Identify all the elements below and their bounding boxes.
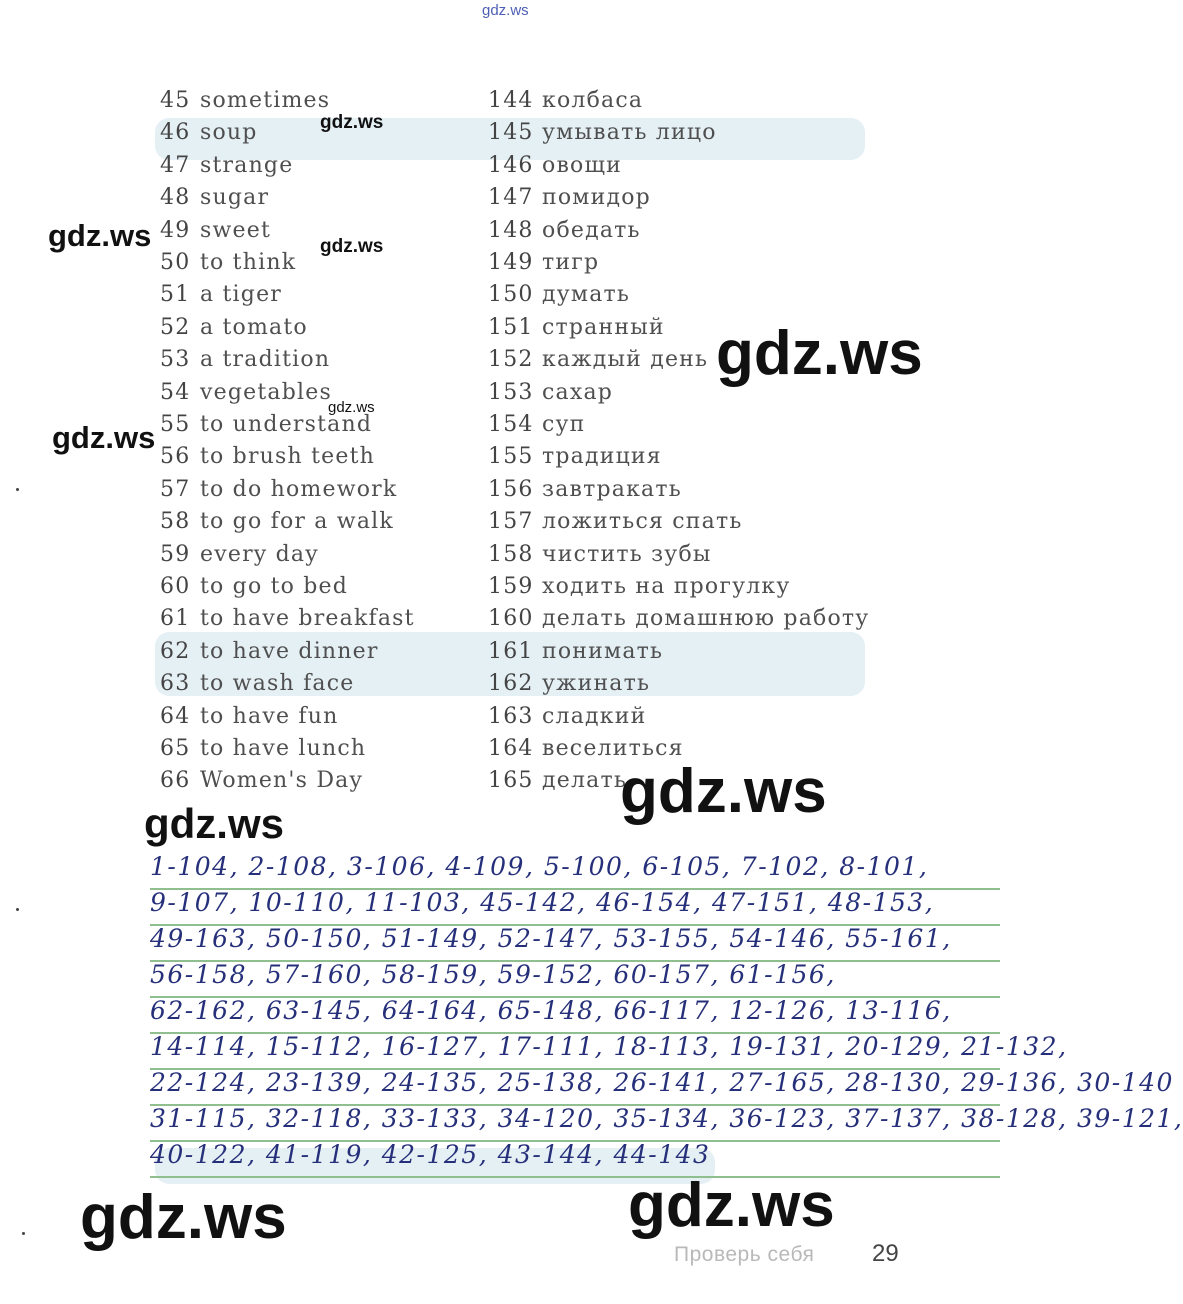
watermark: gdz.ws [80,1183,287,1252]
russian-vocab-row [488,604,869,634]
answer-line: 9-107, 10-110, 11-103, 45-142, 46-154, 47-151, 48-153, [150,888,1000,926]
english-vocab-number: 64 [160,703,191,729]
russian-vocab-row [488,702,646,732]
english-vocab-number: 48 [160,185,191,211]
russian-vocab-word: веселиться [542,736,684,761]
english-vocab-word: to have lunch [200,736,367,761]
russian-vocab-word: обедать [542,217,641,243]
russian-vocab-word: ужинать [542,671,651,697]
russian-vocab-row [488,410,586,440]
answer-line: 31-115, 32-118, 33-133, 34-120, 35-134, 36-123, 37-137, 38-128, 39-121, [150,1104,1000,1142]
speck [16,488,19,491]
russian-vocab-word: понимать [542,638,664,664]
english-vocab-word: to go to bed [200,574,349,599]
english-vocab-word: to wash face [200,671,355,697]
english-vocab-number: 65 [160,736,191,761]
watermark: gdz.ws [144,800,285,847]
english-vocab-word: to have fun [200,703,339,729]
russian-vocab-word: думать [542,282,631,308]
english-vocab-number: 60 [160,574,191,599]
russian-vocab-word: чистить зубы [542,541,712,567]
russian-vocab-word: сахар [542,379,614,405]
english-vocab-word: a tiger [200,282,283,308]
russian-vocab-number: 153 [488,379,534,405]
speck [16,908,19,911]
answer-line: 1-104, 2-108, 3-106, 4-109, 5-100, 6-105, 7-102, 8-101, [150,852,1000,890]
russian-vocab-row [488,216,641,246]
russian-vocab-word: ложиться спать [542,509,743,535]
english-vocab-number: 61 [160,606,191,632]
watermark: gdz.ws [628,1171,835,1240]
answer-line: 49-163, 50-150, 51-149, 52-147, 53-155, 54-146, 55-161, [150,924,1000,962]
watermark: gdz.ws [52,420,156,455]
russian-vocab-word: сладкий [542,703,647,729]
english-vocab-word: soup [200,120,258,146]
english-vocab-row [160,734,366,764]
english-vocab-word: every day [200,541,319,567]
english-vocab-row [160,313,308,343]
russian-vocab-word: умывать лицо [542,120,717,146]
page-number: 29 [872,1240,899,1267]
russian-vocab-number: 155 [488,444,534,470]
english-vocab-number: 45 [160,88,191,113]
russian-vocab-number: 145 [488,120,534,146]
english-vocab-word: to do homework [200,476,398,502]
russian-vocab-row [488,151,622,181]
russian-vocab-number: 164 [488,736,534,761]
english-vocab-number: 56 [160,444,191,470]
english-vocab-word: sometimes [200,88,331,113]
english-vocab-row [160,118,258,148]
english-vocab-number: 51 [160,282,191,308]
english-vocab-number: 63 [160,671,191,697]
english-vocab-row [160,280,282,310]
english-vocab-row [160,248,296,278]
english-vocab-row [160,151,293,181]
russian-vocab-row [488,766,627,796]
russian-vocab-word: помидор [542,185,651,211]
russian-vocab-row [488,86,643,116]
english-vocab-word: to brush teeth [200,444,375,470]
english-vocab-word: to have breakfast [200,606,415,632]
russian-vocab-row [488,475,682,505]
russian-vocab-word: делать домашнюю работу [542,606,870,632]
russian-vocab-word: овощи [542,152,622,178]
russian-vocab-number: 162 [488,671,534,697]
russian-vocab-row [488,183,651,213]
english-vocab-word: a tradition [200,347,331,373]
english-vocab-row [160,604,415,634]
english-vocab-row [160,702,339,732]
footer-section-title: Проверь себя [674,1243,815,1266]
russian-vocab-number: 152 [488,347,534,373]
russian-vocab-number: 150 [488,282,534,308]
english-vocab-number: 59 [160,541,191,567]
russian-vocab-number: 157 [488,509,534,535]
english-vocab-number: 46 [160,120,191,146]
english-vocab-row [160,572,348,602]
russian-vocab-row [488,540,712,570]
watermark: gdz.ws [620,757,827,826]
russian-vocab-number: 158 [488,541,534,567]
russian-vocab-number: 147 [488,185,534,211]
russian-vocab-number: 149 [488,250,534,275]
russian-vocab-word: традиция [542,444,662,470]
answer-line: 40-122, 41-119, 42-125, 43-144, 44-143 [150,1140,1000,1178]
russian-vocab-row [488,248,599,278]
russian-vocab-word: ходить на прогулку [542,574,791,599]
russian-vocab-word: странный [542,314,665,340]
russian-vocab-number: 146 [488,152,534,178]
english-vocab-number: 57 [160,476,191,502]
english-vocab-word: Women's Day [200,768,364,794]
english-vocab-number: 49 [160,217,191,243]
english-vocab-row [160,345,330,375]
english-vocab-number: 47 [160,152,191,178]
english-vocab-word: strange [200,152,294,178]
watermark: gdz.ws [320,112,384,133]
russian-vocab-number: 154 [488,412,534,437]
english-vocab-word: a tomato [200,314,308,340]
english-vocab-row [160,540,319,570]
russian-vocab-number: 163 [488,703,534,729]
watermark: gdz.ws [48,218,152,253]
speck [22,1232,25,1235]
answer-line: 22-124, 23-139, 24-135, 25-138, 26-141, 27-165, 28-130, 29-136, 30-140 [150,1068,1000,1106]
watermark: gdz.ws [328,399,375,416]
russian-vocab-word: каждый день [542,347,709,373]
russian-vocab-row [488,507,743,537]
answer-line: 56-158, 57-160, 58-159, 59-152, 60-157, 61-156, [150,960,1000,998]
answer-line: 62-162, 63-145, 64-164, 65-148, 66-117, 12-126, 13-116, [150,996,1000,1034]
english-vocab-number: 53 [160,347,191,373]
english-vocab-word: sugar [200,185,270,211]
english-vocab-number: 58 [160,509,191,535]
english-vocab-row [160,183,269,213]
english-vocab-word: to have dinner [200,638,379,664]
russian-vocab-word: делать [542,768,628,794]
russian-vocab-word: тигр [542,250,600,275]
english-vocab-row [160,637,379,667]
english-vocab-number: 66 [160,768,191,794]
english-vocab-number: 52 [160,314,191,340]
russian-vocab-row [488,280,630,310]
russian-vocab-word: колбаса [542,88,644,113]
english-vocab-row [160,442,375,472]
english-vocab-word: to go for a walk [200,509,394,535]
russian-vocab-row [488,637,663,667]
russian-vocab-row [488,313,665,343]
russian-vocab-row [488,118,717,148]
russian-vocab-number: 156 [488,476,534,502]
russian-vocab-number: 165 [488,768,534,794]
russian-vocab-number: 161 [488,638,534,664]
english-vocab-row [160,378,332,408]
russian-vocab-row [488,378,613,408]
english-vocab-number: 62 [160,638,191,664]
answer-line: 14-114, 15-112, 16-127, 17-111, 18-113, 19-131, 20-129, 21-132, [150,1032,1000,1070]
russian-vocab-number: 160 [488,606,534,632]
english-vocab-row [160,216,271,246]
watermark: gdz.ws [320,236,384,257]
english-vocab-word: to understand [200,412,373,437]
english-vocab-row [160,507,394,537]
russian-vocab-row [488,669,650,699]
english-vocab-word: vegetables [200,379,332,405]
russian-vocab-number: 159 [488,574,534,599]
english-vocab-row [160,669,354,699]
russian-vocab-number: 151 [488,314,534,340]
watermark: gdz.ws [716,319,923,388]
english-vocab-number: 55 [160,412,191,437]
russian-vocab-word: суп [542,412,586,437]
english-vocab-word: to think [200,250,297,275]
russian-vocab-word: завтракать [542,476,682,502]
english-vocab-number: 54 [160,379,191,405]
english-vocab-row [160,766,363,796]
russian-vocab-row [488,345,708,375]
russian-vocab-number: 148 [488,217,534,243]
russian-vocab-row [488,442,662,472]
russian-vocab-row [488,572,791,602]
english-vocab-number: 50 [160,250,191,275]
english-vocab-row [160,86,330,116]
english-vocab-row [160,475,397,505]
english-vocab-word: sweet [200,217,272,243]
russian-vocab-number: 144 [488,88,534,113]
watermark-top: gdz.ws [482,2,529,19]
